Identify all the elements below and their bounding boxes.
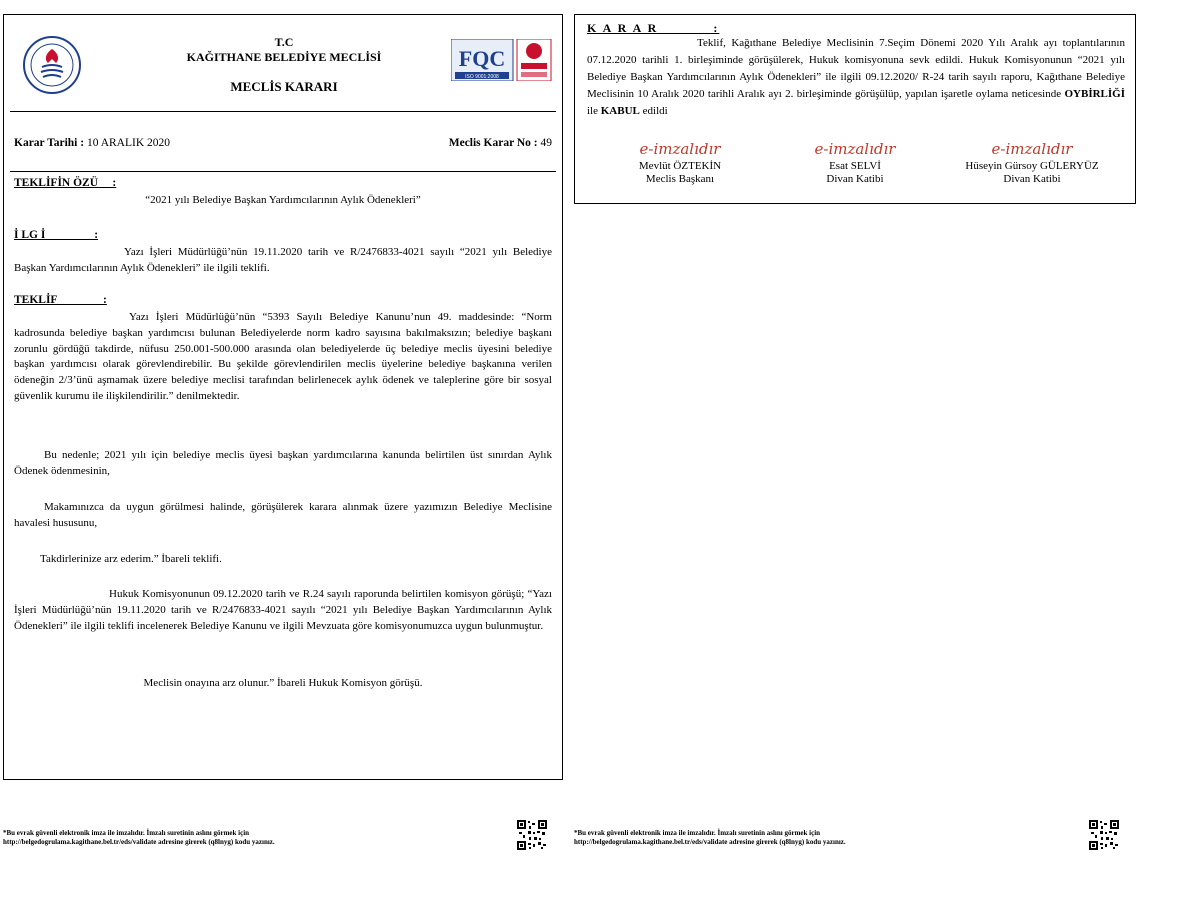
meta-divider xyxy=(10,171,556,172)
karar-ile: ile xyxy=(587,105,598,117)
signer-role: Meclis Başkanı xyxy=(645,173,715,185)
ozu-text: “2021 yılı Belediye Başkan Yardımcılarının Aylık Ödenekleri” xyxy=(145,194,421,206)
signer-name: Mevlüt ÖZTEKİN xyxy=(638,160,722,172)
e-signature-mark: e-imzalıdır xyxy=(639,140,721,158)
header-council: KAĞITHANE BELEDİYE MECLİSİ xyxy=(186,50,382,64)
e-signature-mark: e-imzalıdır xyxy=(814,140,896,158)
karar-kabul: KABUL xyxy=(600,105,640,117)
signature-clerk-1 xyxy=(770,140,940,186)
decision-number xyxy=(449,137,552,149)
qr-code-icon xyxy=(1089,820,1119,850)
footer-line-2[interactable]: http://belgedogrulama.kagithane.bel.tr/eds/validate adresine girerek (q8lnyg) kodu yazınız. xyxy=(3,838,275,846)
footer-line-1: *Bu evrak güvenli elektronik imza ile imzalıdır. İmzalı suretinin aslını görmek için xyxy=(3,829,250,837)
signer-name: Esat SELVİ xyxy=(829,160,881,172)
footer-line-1: *Bu evrak güvenli elektronik imza ile imzalıdır. İmzalı suretinin aslını görmek için xyxy=(574,829,821,837)
qr-code-icon xyxy=(517,820,547,850)
footer-note-right xyxy=(574,829,846,847)
signer-role: Divan Katibi xyxy=(1003,173,1061,185)
decision-page-left xyxy=(3,14,563,780)
decision-number-label: Meclis Karar No : xyxy=(448,137,538,149)
signer-role: Divan Katibi xyxy=(826,173,884,185)
signature-clerk-2 xyxy=(947,140,1117,186)
e-signature-mark: e-imzalıdır xyxy=(991,140,1073,158)
decision-date xyxy=(14,137,170,149)
ilgi-text: Yazı İşleri Müdürlüğü’nün 19.11.2020 tarih ve R/2476833-4021 sayılı “2021 yılı Belediye Başkan Yardımcılarının Aylık Ödenekleri” ile ilgili teklifi. xyxy=(14,246,552,274)
karar-text xyxy=(587,35,1125,120)
signature-chairman xyxy=(595,140,765,186)
decision-number-value: 49 xyxy=(540,137,552,149)
certification-logo xyxy=(451,39,553,81)
karar-unanimous: OYBİRLİĞİ xyxy=(1064,88,1126,100)
municipality-logo xyxy=(22,35,82,95)
header-tc: T.C xyxy=(274,35,294,49)
decision-date-label: Karar Tarihi : xyxy=(14,137,85,149)
decision-date-value: 10 ARALIK 2020 xyxy=(86,137,171,149)
teklif-paragraph-2: Bu nedenle; 2021 yılı için belediye meclis üyesi başkan yardımcılarına kanunda belirtilen üst sınırdan Aylık Ödenek ödenmesinin, xyxy=(14,449,552,477)
header-decision-title: MECLİS KARARI xyxy=(230,79,338,94)
commission-opinion: Hukuk Komisyonunun 09.12.2020 tarih ve R.24 sayılı raporunda belirtilen komisyon görüşü; “Yazı İşleri Müdürlüğü’nün 19.11.2020 tarih ve R/2476833-4021 sayılı “2021 yılı Belediye Başkan Yardımcılarının Aylık Ödenekleri” ile ilgili teklifi incelenerek Belediye Kanunu ve ilgili Mevzuata göre komisyonumuzca uygun bulunmuştur. xyxy=(14,588,552,632)
karar-title: K A R A R : xyxy=(587,21,720,35)
karar-end: edildi xyxy=(642,105,668,117)
footer-line-2[interactable]: http://belgedogrulama.kagithane.bel.tr/eds/validate adresine girerek (q8lnyg) kodu yazınız. xyxy=(574,838,846,846)
signer-name: Hüseyin Gürsoy GÜLERYÜZ xyxy=(965,160,1099,172)
section-title-ozu: TEKLİFİN ÖZÜ : xyxy=(14,177,117,189)
decision-page-right xyxy=(574,14,1136,204)
section-title-ilgi: İ LG İ : xyxy=(14,229,99,241)
header-divider xyxy=(10,111,556,112)
teklif-paragraph-3: Makamınızca da uygun görülmesi halinde, görüşülerek karara alınmak üzere yazımızın Belediye Meclisine havalesi hususunu, xyxy=(14,501,552,529)
svg-text:ISO 9001:2008: ISO 9001:2008 xyxy=(465,74,499,80)
document-header xyxy=(144,35,424,94)
karar-text-main: Teklif, Kağıthane Belediye Meclisinin 7.Seçim Dönemi 2020 Yılı Aralık ayı toplantılarının 07.12.2020 tarihli 1. birleşiminde görüşülerek, Hukuk komisyonuna sevk edildi. Hukuk Komisyonunun “2021 yılı Belediye Başkan Yardımcılarının Aylık Ödenekleri” ile ilgili 09.12.2020/ R-24 tarih sayılı raporu, Kağıthane Belediye Meclisinin 10 Aralık 2020 tarihli Aralık ayı 2. birleşiminde görüşülüp, yapılan işaretle oylama neticesinde xyxy=(587,37,1125,100)
section-title-teklif: TEKLİF : xyxy=(14,294,107,306)
svg-text:FQC: FQC xyxy=(458,46,506,71)
teklif-paragraph-1: Yazı İşleri Müdürlüğü’nün “5393 Sayılı Belediye Kanunu’nun 49. maddesinde: “Norm kadrosunda belediye başkan yardımcısı bulunan Belediyelerde norm kadro sayısına bakılmaksızın; belediye başkanı zorunlu gördüğü takdirde, nüfusu 250.001-500.000 arasında olan belediyelerde üç belediye meclis üyesini belediye başkan yardımcısı olarak görevlendirebilir. Bu şekilde görevlendirilen meclis üyelerine belediye başkanına verilen ödeneğin 2/3’ünü aşmamak üzere belediye meclisi tarafından belirlenecek aylık ödenek ve taleplerine göre bir sosyal güvenlik kurumu ile ilişkilendirilir.” denilmektedir. xyxy=(14,311,552,402)
teklif-paragraph-4: Takdirlerinize arz ederim.” İbareli teklifi. xyxy=(40,553,222,565)
commission-closing: Meclisin onayına arz olunur.” İbareli Hukuk Komisyon görüşü. xyxy=(143,677,423,689)
footer-note-left xyxy=(3,829,275,847)
